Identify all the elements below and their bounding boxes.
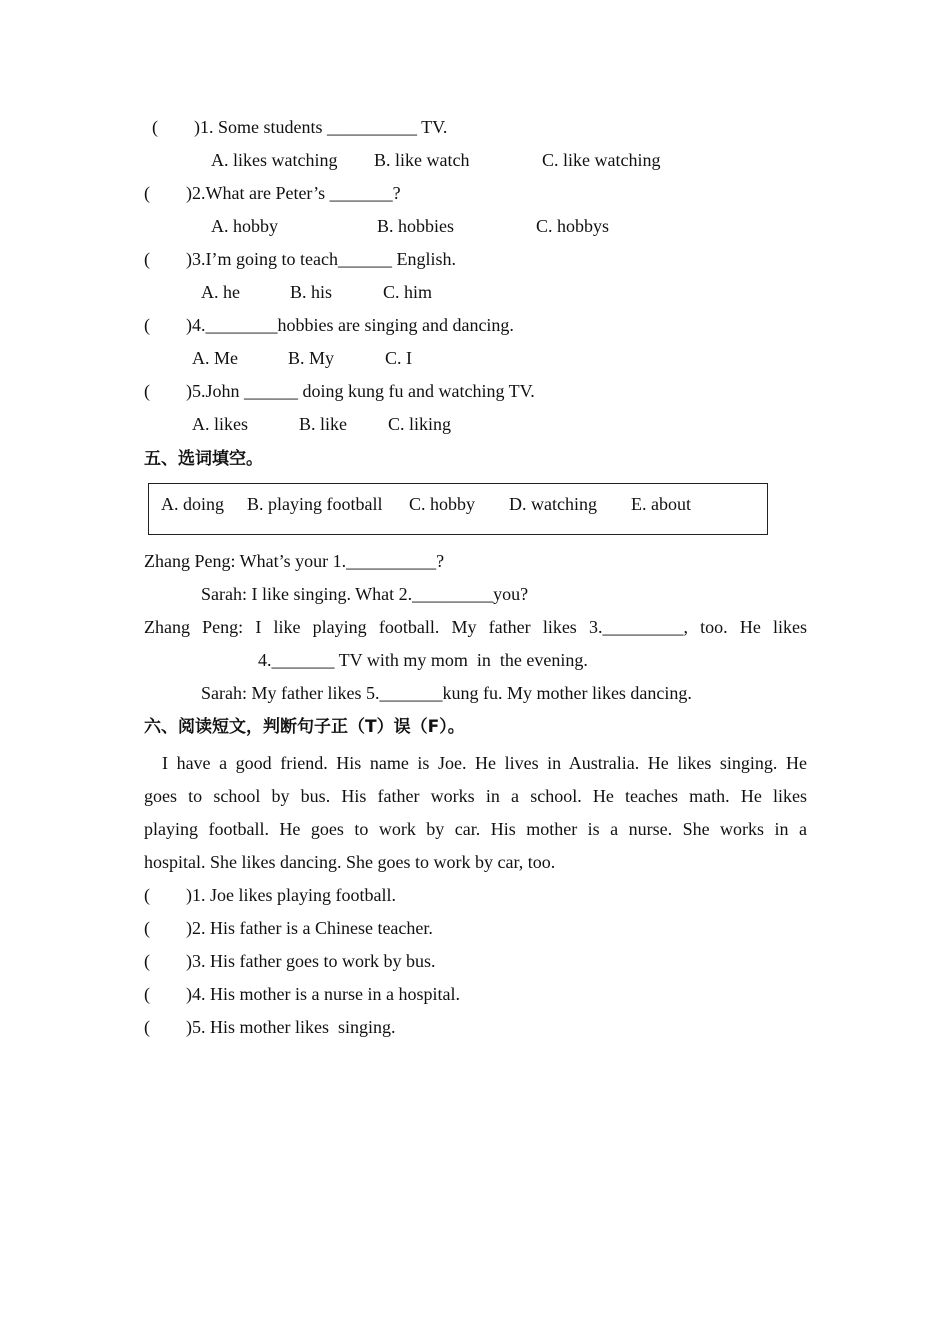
- dialog-line: 4._______ TV with my mom in the evening.: [258, 650, 588, 670]
- dialog-line: Sarah: My father likes 5._______kung fu. My mother likes dancing.: [201, 683, 692, 703]
- mc-q2-option-b: B. hobbies: [377, 216, 455, 236]
- mc-q5-option-a: A. likes: [192, 414, 248, 434]
- word-bank-item: A. doing: [161, 494, 224, 514]
- passage-line: hospital. She likes dancing. She goes to work by car, too.: [144, 852, 556, 872]
- mc-q4-option-b: B. My: [288, 348, 335, 368]
- section5-heading: 五、选词填空。: [144, 449, 263, 469]
- mc-q3-option-c: C. him: [383, 282, 433, 302]
- word-bank-item: C. hobby: [409, 494, 476, 514]
- dialog-line: Zhang Peng: What’s your 1.__________?: [144, 551, 445, 571]
- mc-q1-option-a: A. likes watching: [211, 150, 338, 170]
- dialog-line: Sarah: I like singing. What 2._________you?: [201, 584, 529, 604]
- mc-q4-option-a: A. Me: [192, 348, 238, 368]
- passage-line: goes to school by bus. His father works in a school. He teaches math. He likes: [144, 786, 807, 806]
- tf-question: ( )1. Joe likes playing football.: [144, 885, 396, 905]
- mc-q4-stem: ( )4.________hobbies are singing and dancing.: [144, 315, 514, 335]
- mc-q5-option-c: C. liking: [388, 414, 452, 434]
- passage-line: playing football. He goes to work by car. His mother is a nurse. She works in a: [144, 819, 807, 839]
- word-bank-item: E. about: [631, 494, 691, 514]
- word-bank-item: B. playing football: [247, 494, 383, 514]
- mc-q3-option-a: A. he: [201, 282, 240, 302]
- mc-q2-stem: ( )2.What are Peter’s _______?: [144, 183, 401, 203]
- passage-line: I have a good friend. His name is Joe. He lives in Australia. He likes singing. He: [162, 753, 807, 773]
- mc-q4-option-c: C. I: [385, 348, 412, 368]
- mc-q2-option-a: A. hobby: [211, 216, 278, 236]
- tf-question: ( )4. His mother is a nurse in a hospital.: [144, 984, 460, 1004]
- tf-question: ( )5. His mother likes singing.: [144, 1017, 396, 1037]
- mc-q5-stem: ( )5.John ______ doing kung fu and watching TV.: [144, 381, 535, 401]
- mc-q2-option-c: C. hobbys: [536, 216, 610, 236]
- dialog-line: Zhang Peng: I like playing football. My father likes 3._________, too. He likes: [144, 617, 807, 637]
- word-bank-item: D. watching: [509, 494, 597, 514]
- mc-q3-option-b: B. his: [290, 282, 333, 302]
- mc-q1-stem: ( )1. Some students __________ TV.: [152, 117, 448, 137]
- section6-heading: 六、阅读短文，判断句子正（T）误（F）。: [144, 717, 465, 737]
- mc-q1-option-b: B. like watch: [374, 150, 470, 170]
- tf-question: ( )3. His father goes to work by bus.: [144, 951, 436, 971]
- mc-q3-stem: ( )3.I’m going to teach______ English.: [144, 249, 456, 269]
- mc-q1-option-c: C. like watching: [542, 150, 661, 170]
- tf-question: ( )2. His father is a Chinese teacher.: [144, 918, 433, 938]
- mc-q5-option-b: B. like: [299, 414, 347, 434]
